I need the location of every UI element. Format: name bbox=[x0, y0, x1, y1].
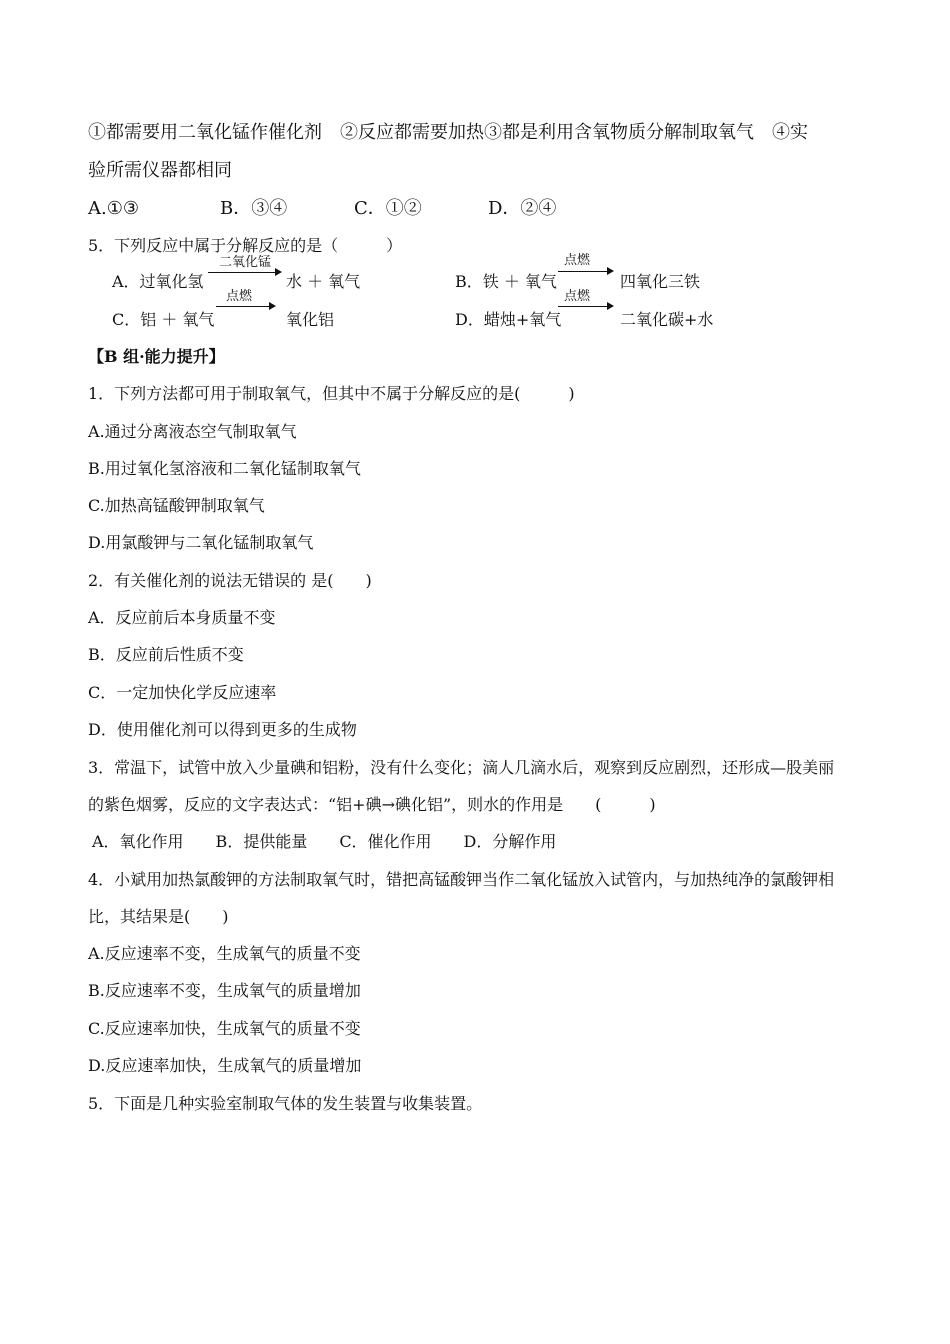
b1-option-a: A.通过分离液态空气制取氧气 bbox=[88, 422, 297, 441]
q5-option-d-product: 二氧化碳+水 bbox=[620, 310, 714, 329]
b2-option-b: B．反应前后性质不变 bbox=[88, 645, 244, 664]
q4-option-d: D．②④ bbox=[488, 198, 557, 219]
b3-options: A．氧化作用 B．提供能量 C．催化作用 D．分解作用 bbox=[92, 832, 557, 851]
b4-option-c: C.反应速率加快，生成氧气的质量不变 bbox=[88, 1019, 361, 1038]
b2-option-d: D．使用催化剂可以得到更多的生成物 bbox=[88, 720, 357, 739]
q5-option-c-condition: 点燃 bbox=[225, 289, 252, 304]
q5-option-c-reactant: C．铝 ＋ 氧气 bbox=[112, 310, 215, 329]
q5-option-a-reactant: A．过氧化氢 bbox=[112, 272, 204, 291]
section-heading-b: 【B 组·能力提升】 bbox=[88, 347, 225, 366]
q5-option-b-condition: 点燃 bbox=[563, 253, 590, 268]
q5-option-b-arrow bbox=[558, 271, 612, 272]
b4-stem-line-1: 4．小斌用加热氯酸钾的方法制取氧气时，错把高锰酸钾当作二氧化锰放入试管内，与加热纯净的氯酸钾相 bbox=[88, 870, 835, 889]
q5-option-b-product: 四氧化三铁 bbox=[620, 272, 701, 291]
b3-stem-line-1: 3．常温下，试管中放入少量碘和铝粉，没有什么变化；滴人几滴水后，观察到反应剧烈，还形成—股美丽 bbox=[88, 758, 835, 777]
q5-option-d-condition: 点燃 bbox=[563, 289, 590, 304]
q5-option-d-arrow bbox=[558, 306, 612, 307]
b3-stem-line-2: 的紫色烟雾，反应的文字表达式：“铝+碘→碘化铝”，则水的作用是 ( ) bbox=[88, 795, 656, 814]
b2-stem: 2．有关催化剂的说法无错误的 是( ) bbox=[88, 571, 372, 590]
q5-option-c-product: 氧化铝 bbox=[286, 310, 335, 329]
b1-option-b: B.用过氧化氢溶液和二氧化锰制取氧气 bbox=[88, 459, 361, 478]
q4-option-a: A.①③ bbox=[88, 198, 139, 219]
b4-option-a: A.反应速率不变，生成氧气的质量不变 bbox=[88, 944, 361, 963]
b4-stem-line-2: 比，其结果是( ) bbox=[88, 907, 229, 926]
b5-stem: 5．下面是几种实验室制取气体的发生装置与收集装置。 bbox=[88, 1094, 483, 1113]
b4-option-d: D.反应速率加快，生成氧气的质量增加 bbox=[88, 1056, 362, 1075]
q5-option-b-reactant: B．铁 ＋ 氧气 bbox=[455, 272, 557, 291]
q4-option-b: B．③④ bbox=[220, 198, 288, 219]
b1-stem: 1．下列方法都可用于制取氧气，但其中不属于分解反应的是( ) bbox=[88, 384, 575, 403]
q5-option-a-condition: 二氧化锰 bbox=[218, 255, 271, 270]
b4-option-b: B.反应速率不变，生成氧气的质量增加 bbox=[88, 981, 361, 1000]
b2-option-c: C．一定加快化学反应速率 bbox=[88, 683, 277, 702]
b1-option-d: D.用氯酸钾与二氧化锰制取氧气 bbox=[88, 533, 314, 552]
q4-option-c: C．①② bbox=[354, 198, 422, 219]
b1-option-c: C.加热高锰酸钾制取氧气 bbox=[88, 496, 265, 515]
q4-statements-line-2: 验所需仪器都相同 bbox=[88, 160, 232, 181]
q5-option-c-arrow bbox=[216, 306, 274, 307]
q5-option-a-arrow bbox=[208, 272, 280, 273]
q5-option-a-product: 水 ＋ 氧气 bbox=[286, 272, 361, 291]
q4-statements-line-1: ①都需要用二氧化锰作催化剂 ②反应都需要加热③都是利用含氧物质分解制取氧气 ④实 bbox=[88, 122, 808, 143]
b2-option-a: A．反应前后本身质量不变 bbox=[88, 608, 276, 627]
q5-stem: 5．下列反应中属于分解反应的是（ ） bbox=[88, 236, 403, 255]
q5-option-d-reactant: D．蜡烛+氧气 bbox=[455, 310, 562, 329]
